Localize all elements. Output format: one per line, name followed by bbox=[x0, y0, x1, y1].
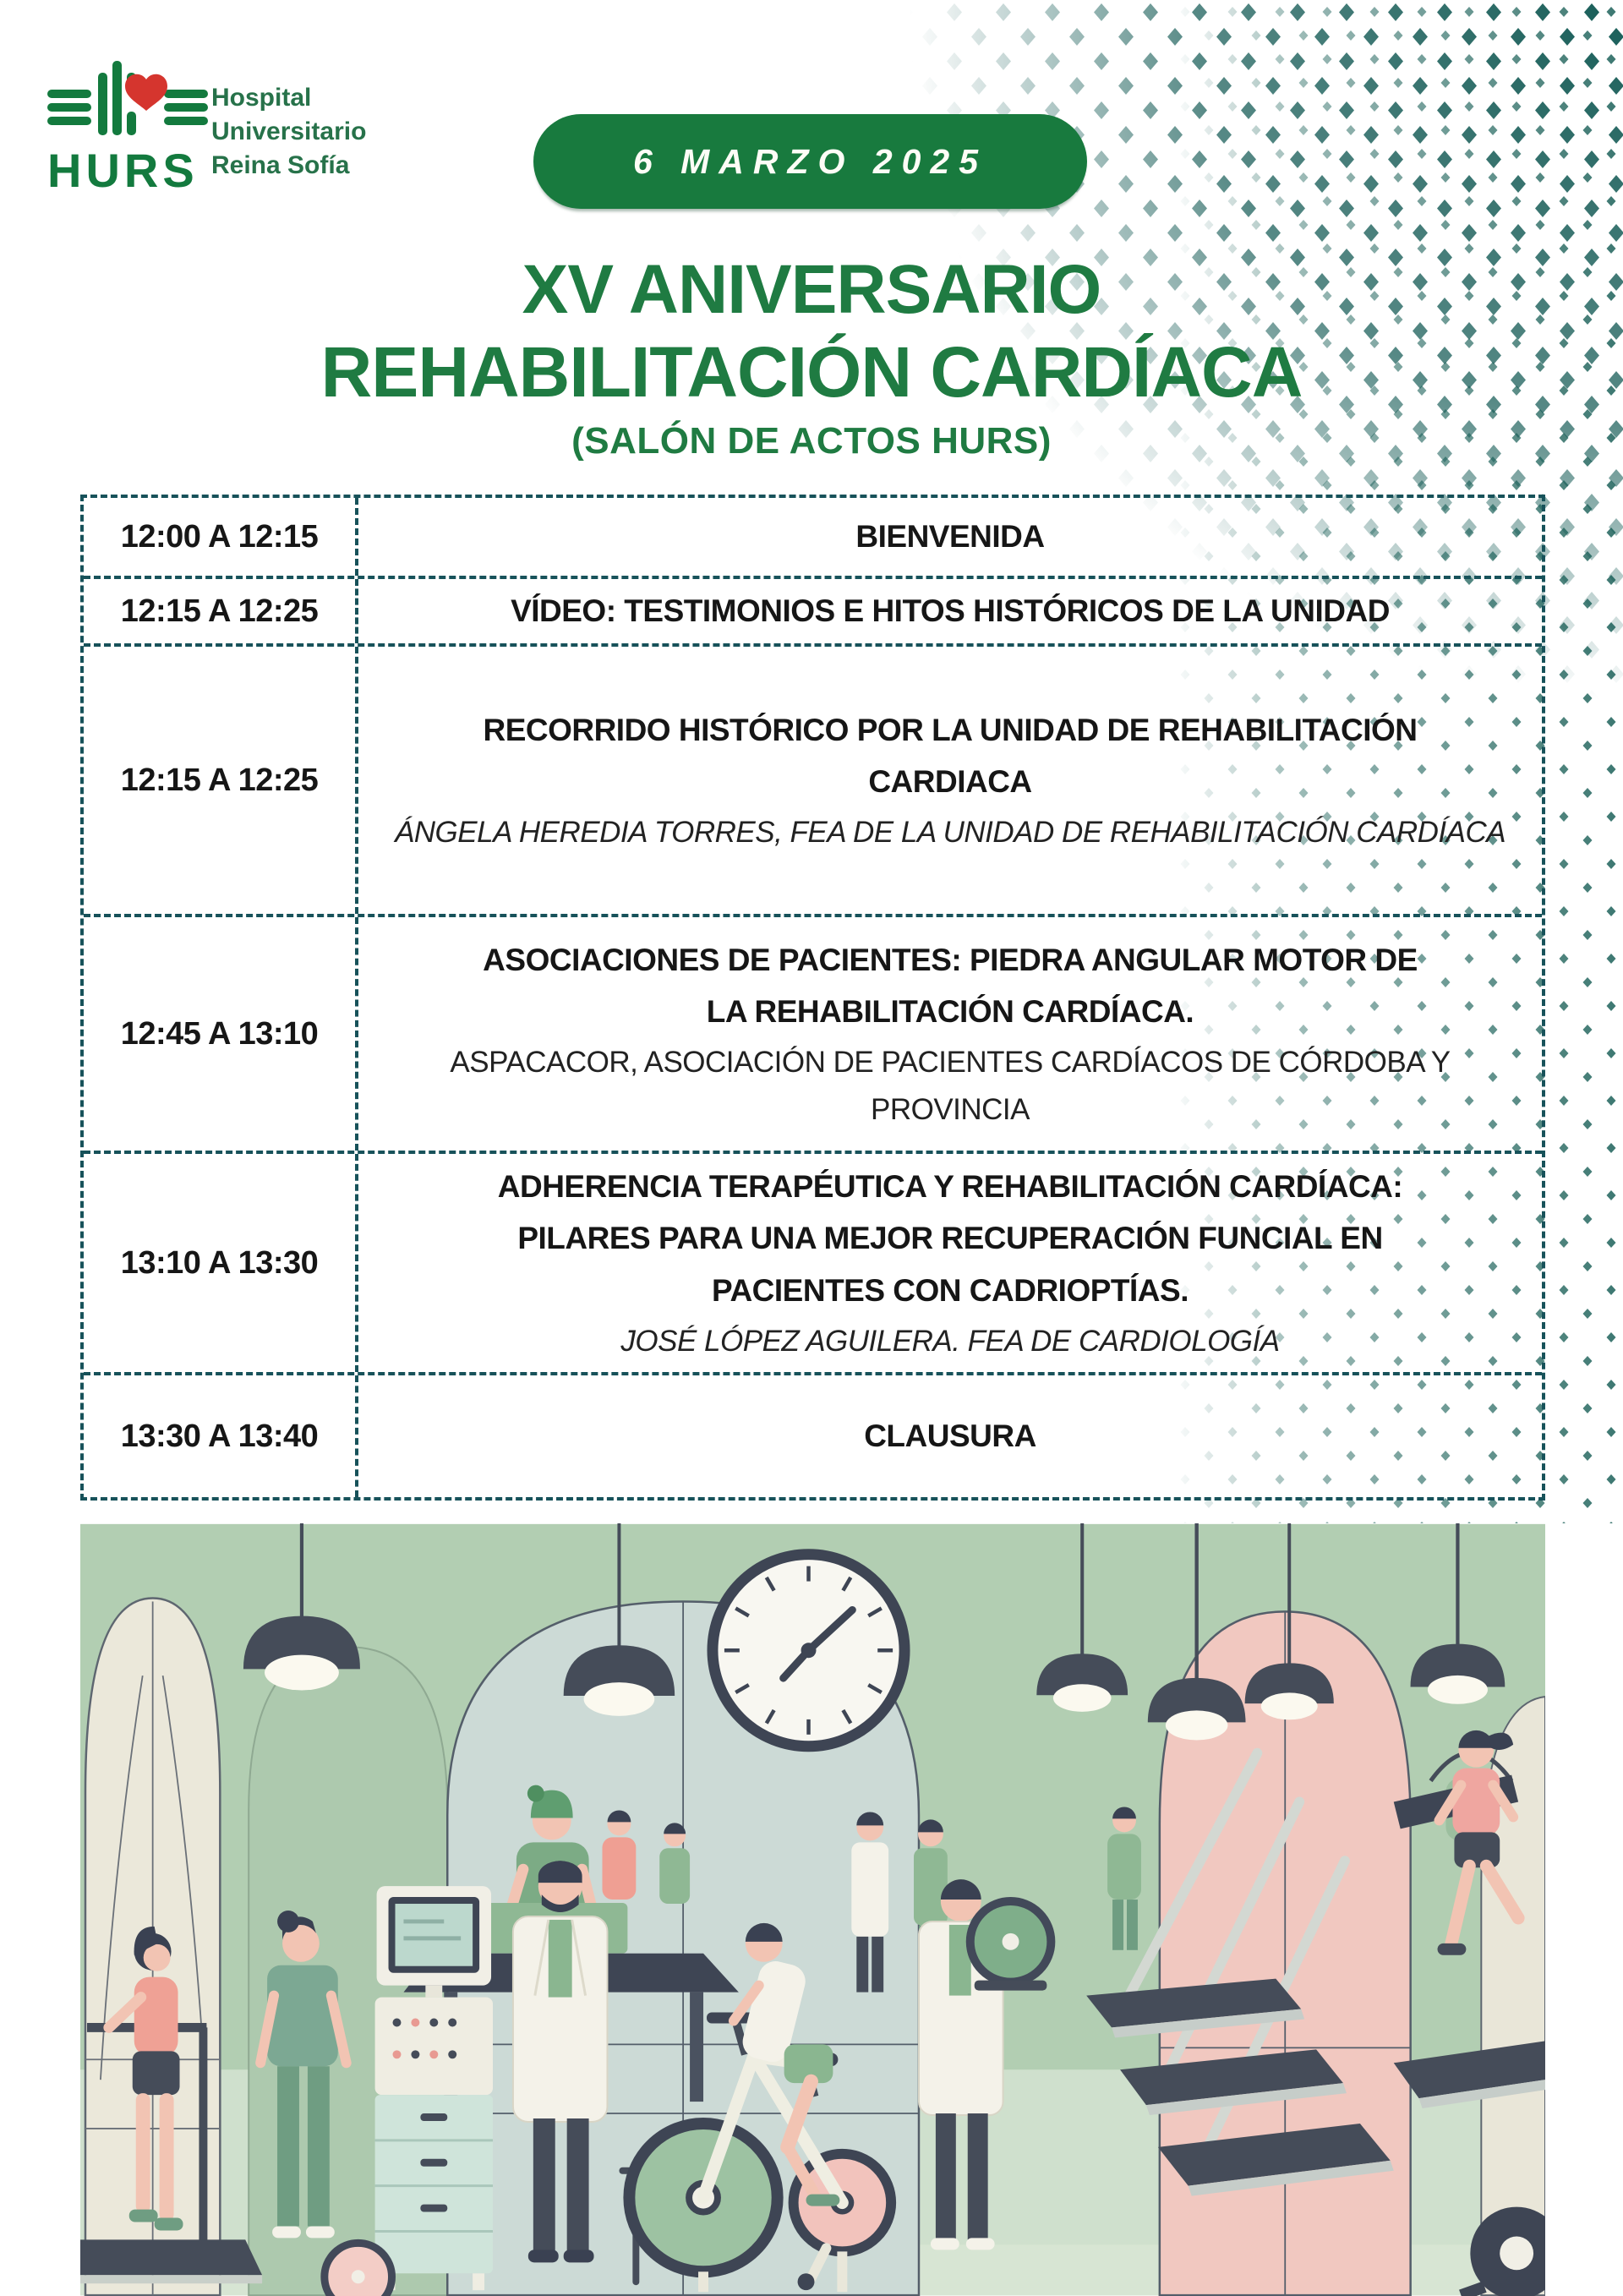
session-title: CLAUSURA bbox=[864, 1419, 1036, 1454]
schedule-row bbox=[84, 643, 1542, 914]
hospital-name bbox=[211, 81, 366, 183]
content-cell bbox=[358, 498, 1542, 576]
gym-illustration bbox=[80, 1523, 1545, 2296]
session-speaker: JOSÉ LÓPEZ AGUILERA. FEA DE CARDIOLOGÍA bbox=[620, 1324, 1280, 1358]
hospital-name-line: Universitario bbox=[211, 118, 367, 145]
schedule-row bbox=[84, 1372, 1542, 1497]
hospital-name-line: Hospital bbox=[211, 84, 312, 112]
schedule-row bbox=[84, 576, 1542, 643]
page-subtitle: (SALÓN DE ACTOS HURS) bbox=[571, 420, 1052, 462]
session-title: RECORRIDO HISTÓRICO POR LA UNIDAD DE REHABILITACIÓN CARDIACA bbox=[483, 712, 1418, 799]
schedule-table bbox=[80, 495, 1545, 1501]
content-cell bbox=[358, 917, 1542, 1151]
hurs-logo-icon bbox=[47, 59, 208, 140]
monitor-cart bbox=[375, 1886, 493, 2290]
schedule-row bbox=[84, 498, 1542, 576]
session-title: ADHERENCIA TERAPÉUTICA Y REHABILITACIÓN CARDÍACA: PILARES PARA UNA MEJOR RECUPERACIÓN FUNCIAL EN PACIENTES CON CADRIOPTÍAS. bbox=[497, 1169, 1403, 1308]
time-cell: 12:00 A 12:15 bbox=[84, 498, 358, 576]
schedule-row bbox=[84, 914, 1542, 1151]
page-title-line1: XV ANIVERSARIO bbox=[522, 251, 1101, 328]
date-badge-label: 6 MARZO 2025 bbox=[632, 141, 988, 181]
session-speaker: ÁNGELA HEREDIA TORRES, FEA DE LA UNIDAD DE REHABILITACIÓN CARDÍACA bbox=[394, 816, 1506, 850]
session-speaker: ASPACACOR, ASOCIACIÓN DE PACIENTES CARDÍACOS DE CÓRDOBA Y PROVINCIA bbox=[450, 1046, 1451, 1127]
logo-acronym: HURS bbox=[47, 144, 199, 197]
session-title: ASOCIACIONES DE PACIENTES: PIEDRA ANGULAR MOTOR DE LA REHABILITACIÓN CARDÍACA. bbox=[483, 942, 1418, 1029]
content-cell bbox=[358, 1154, 1542, 1372]
time-cell: 13:10 A 13:30 bbox=[84, 1154, 358, 1372]
page-title-line2: REHABILITACIÓN CARDÍACA bbox=[320, 332, 1303, 412]
time-cell: 12:15 A 12:25 bbox=[84, 579, 358, 643]
time-cell: 13:30 A 13:40 bbox=[84, 1375, 358, 1497]
time-cell: 12:45 A 13:10 bbox=[84, 917, 358, 1151]
time-cell: 12:15 A 12:25 bbox=[84, 647, 358, 914]
content-cell bbox=[358, 647, 1542, 914]
schedule-row bbox=[84, 1151, 1542, 1372]
date-badge bbox=[533, 114, 1087, 209]
session-title: BIENVENIDA bbox=[855, 519, 1045, 555]
heart-icon bbox=[125, 74, 167, 111]
weight-disc-small bbox=[325, 2243, 392, 2296]
content-cell bbox=[358, 579, 1542, 643]
content-cell bbox=[358, 1375, 1542, 1497]
wall-clock-icon bbox=[713, 1555, 904, 1747]
hurs-logo bbox=[47, 59, 208, 197]
hospital-name-line: Reina Sofía bbox=[211, 151, 350, 179]
session-title: VÍDEO: TESTIMONIOS E HITOS HISTÓRICOS DE LA UNIDAD bbox=[511, 593, 1390, 629]
